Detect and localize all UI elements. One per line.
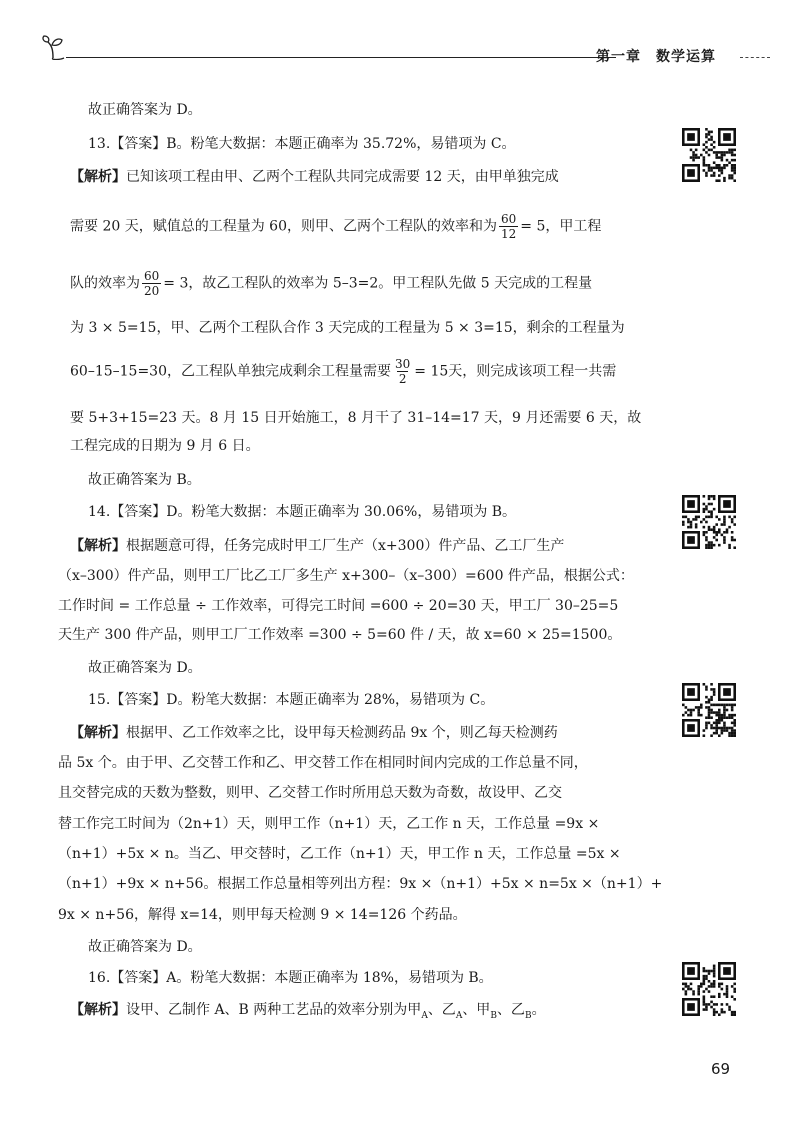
q15-analysis-2: 品 5x 个。由于甲、乙交替工作和乙、甲交替工作在相同时间内完成的工作总量不同，	[58, 755, 588, 771]
q14-answer: 14.【答案】D。粉笔大数据：本题正确率为 30.06%，易错项为 B。	[88, 504, 517, 520]
analysis-tag: 【解析】	[70, 538, 126, 554]
fraction-60-12	[499, 212, 518, 241]
q16-text-1e: 。	[531, 1002, 546, 1018]
fraction-numerator: 30	[395, 357, 411, 371]
q13-text-5a: 60–15–15=30，乙工程队单独完成剩余工程量需要	[70, 363, 391, 380]
q13-text-1: 已知该项工程由甲、乙两个工程队共同完成需要 12 天，由甲单独完成	[126, 169, 559, 185]
fraction-denominator: 12	[500, 227, 517, 241]
q16-text-1d: 、乙	[496, 1002, 525, 1018]
fraction-numerator: 60	[144, 269, 160, 283]
subscript-a: A	[455, 1010, 463, 1021]
q13-analysis-7: 工程完成的日期为 9 月 6 日。	[70, 438, 260, 454]
answer-line: 故正确答案为 D。	[88, 660, 202, 676]
q15-analysis-1	[70, 723, 558, 743]
subscript-b: B	[490, 1010, 497, 1021]
q15-analysis-4: 替工作完工时间为（2n+1）天，则甲工作（n+1）天，乙工作 n 天，工作总量 =9x ×	[58, 816, 600, 832]
q15-answer: 15.【答案】D。粉笔大数据：本题正确率为 28%，易错项为 C。	[88, 692, 495, 708]
page-header	[40, 30, 765, 70]
q15-analysis-5: （n+1）+5x × n。当乙、甲交替时，乙工作（n+1）天，甲工作 n 天，工作总量 =5x ×	[58, 846, 621, 862]
fraction-denominator: 2	[398, 372, 407, 386]
fraction-numerator: 60	[500, 212, 517, 226]
q13-text-3a: 队的效率为	[70, 275, 140, 292]
q13-answer: 13.【答案】B。粉笔大数据：本题正确率为 35.72%，易错项为 C。	[88, 136, 516, 152]
q16-analysis-1	[70, 1000, 546, 1026]
q13-text-5b: = 15天，则完成该项工程一共需	[414, 363, 617, 380]
fraction-denominator: 20	[144, 284, 160, 298]
q14-text-1: 根据题意可得，任务完成时甲工厂生产（x+300）件产品、乙工厂生产	[126, 538, 565, 554]
qr-code-icon[interactable]	[682, 495, 736, 549]
q13-text-2a: 需要 20 天，赋值总的工程量为 60，则甲、乙两个工程队的效率和为	[70, 218, 497, 235]
q13-analysis-5	[70, 357, 616, 386]
q13-analysis-2	[70, 212, 601, 241]
qr-code-icon[interactable]	[682, 962, 736, 1016]
qr-code-icon[interactable]	[682, 683, 736, 737]
q16-text-1b: 、乙	[427, 1002, 456, 1018]
fraction-60-20	[142, 269, 161, 298]
q15-text-1: 根据甲、乙工作效率之比，设甲每天检测药品 9x 个，则乙每天检测药	[126, 725, 558, 741]
fraction-30-2	[393, 357, 412, 386]
qr-code-icon[interactable]	[682, 128, 736, 182]
q14-analysis-2: （x–300）件产品，则甲工厂比乙工厂多生产 x+300–（x–300）=600 件产品，根据公式：	[58, 568, 634, 584]
q16-text-1a: 设甲、乙制作 A、B 两种工艺品的效率分别为甲	[126, 1002, 422, 1018]
subscript-b: B	[524, 1010, 532, 1021]
answer-line: 故正确答案为 D。	[88, 939, 202, 955]
q14-analysis-3: 工作时间 = 工作总量 ÷ 工作效率，可得完工时间 =600 ÷ 20=30 天，甲工厂 30–25=5	[58, 598, 619, 614]
q15-analysis-3: 且交替完成的天数为整数，则甲、乙交替工作时所用总天数为奇数，故设甲、乙交	[58, 785, 562, 801]
header-rule	[66, 57, 616, 58]
q13-analysis-3	[70, 269, 592, 298]
q14-analysis-1	[70, 536, 564, 556]
q13-text-2b: = 5，甲工程	[520, 218, 602, 235]
chapter-title: 第一章 数学运算	[596, 49, 716, 65]
analysis-tag: 【解析】	[70, 1002, 126, 1018]
answer-line: 故正确答案为 D。	[88, 102, 202, 118]
sprout-icon	[40, 34, 66, 60]
answer-line: 故正确答案为 B。	[88, 472, 201, 488]
q16-text-1c: 、甲	[462, 1002, 491, 1018]
analysis-tag: 【解析】	[70, 169, 126, 185]
q15-analysis-7: 9x × n+56，解得 x=14，则甲每天检测 9 × 14=126 个药品。	[58, 907, 467, 923]
q14-analysis-4: 天生产 300 件产品，则甲工厂工作效率 =300 ÷ 5=60 件 / 天，故 x=60 × 25=1500。	[58, 627, 622, 643]
q15-analysis-6: （n+1）+9x × n+56。根据工作总量相等列出方程：9x ×（n+1）+5x × n=5x ×（n+1）+	[58, 876, 663, 892]
header-dash-rule	[740, 57, 770, 58]
q16-answer: 16.【答案】A。粉笔大数据：本题正确率为 18%，易错项为 B。	[88, 970, 493, 986]
subscript-a: A	[421, 1010, 428, 1021]
q13-analysis-1	[70, 167, 559, 187]
analysis-tag: 【解析】	[70, 725, 126, 741]
q13-analysis-6: 要 5+3+15=23 天。8 月 15 日开始施工，8 月干了 31–14=17 天，9 月还需要 6 天，故	[70, 410, 642, 426]
q13-text-3b: = 3，故乙工程队的效率为 5–3=2。甲工程队先做 5 天完成的工程量	[163, 275, 593, 292]
q13-analysis-4: 为 3 × 5=15，甲、乙两个工程队合作 3 天完成的工程量为 5 × 3=15，剩余的工程量为	[70, 320, 625, 336]
page-number: 69	[711, 1060, 731, 1078]
